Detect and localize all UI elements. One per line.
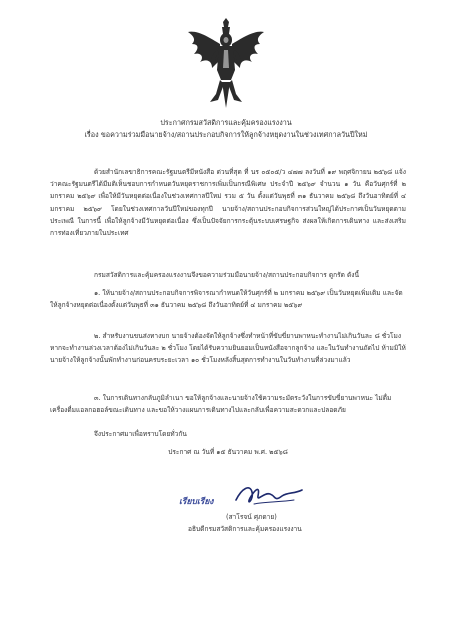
signatory-name: (สาโรจน์ ศุภดาย) <box>226 513 277 521</box>
closing-text: จึงประกาศมาเพื่อทราบโดยทั่วกัน <box>94 430 187 438</box>
announcement-date: ประกาศ ณ วันที่ ๑๕ ธันวาคม พ.ศ. ๒๕๖๘ <box>168 448 288 456</box>
list-item-2: ๒. สำหรับงานขนส่งทางบก นายจ้างต้องจัดให้ลูกจ้างซึ่งทำหน้าที่ขับขี่ยานพาหนะทำงานไม่เกินวันละ ๘ ชั่วโมง หากจะทำงานล่วงเวลาต้องไม่เกินวันละ ๒ ชั่วโมง โดยได้รับความยินยอมเป็นหนังสือจากลูกจ้าง และในวันทำงานถัดไป ห้ามมิให้นายจ้างให้ลูกจ้างนั้นพักทำงานก่อนครบระยะเวลา ๑๐ ชั่วโมงหลังสิ้นสุดการทำงานในวันทำงานที่ล่วงมาแล้ว <box>50 332 406 365</box>
signature-icon <box>230 478 310 512</box>
signatory-position: อธิบดีกรมสวัสดิการและคุ้มครองแรงงาน <box>188 525 302 533</box>
garuda-emblem-icon <box>186 18 266 110</box>
list-item-3: ๓. ในการเดินทางกลับภูมิลำเนา ขอให้ลูกจ้างและนายจ้างใช้ความระมัดระวังในการขับขี่ยานพาหนะ ไม่ดื่มเครื่องดื่มแอลกอฮอล์ขณะเดินทาง และขอให้วางแผนการเดินทางไปและกลับเพื่อความสะดวกและปลอดภัย <box>50 394 392 415</box>
certified-mark: เรียบเรียง <box>179 497 214 507</box>
announcement-subject: เรื่อง ขอความร่วมมือนายจ้าง/สถานประกอบกิจการให้ลูกจ้างหยุดงานในช่วงเทศกาลวันปีใหม่ <box>84 130 368 139</box>
paragraph-intro: ด้วยสำนักเลขาธิการคณะรัฐมนตรีมีหนังสือ ด่วนที่สุด ที่ นร ๐๕๐๕/ว ๔๗๗ ลงวันที่ ๑๙ พฤศจิกายน ๒๕๖๘ แจ้งว่าคณะรัฐมนตรีได้มีมติเห็นชอบการกำหนดวันหยุดราชการเพิ่มเป็นกรณีพิเศษ ประจำปี ๒๕๖๙ จำนวน ๑ วัน คือวันศุกร์ที่ ๒ มกราคม ๒๕๖๙ เพื่อให้มีวันหยุดต่อเนื่องในช่วงเทศกาลปีใหม่ รวม ๕ วัน ตั้งแต่วันพุธที่ ๓๑ ธันวาคม ๒๕๖๘ ถึงวันอาทิตย์ที่ ๔ มกราคม ๒๕๖๙ โดยในช่วงเทศกาลวันปีใหม่ของทุกปี นายจ้าง/สถานประกอบกิจการส่วนใหญ่ได้ประกาศเป็นวันหยุดตามประเพณี ในการนี้ เพื่อให้ลูกจ้างมีวันหยุดต่อเนื่อง ซึ่งเป็นปัจจัยการกระตุ้นระบบเศรษฐกิจ ส่งผลให้เกิดการเดินทาง และส่งเสริมการท่องเที่ยวภายในประเทศ <box>50 168 406 238</box>
list-item-1: ๑. ให้นายจ้าง/สถานประกอบกิจการพิจารณากำหนดให้วันศุกร์ที่ ๒ มกราคม ๒๕๖๙ เป็นวันหยุดเพิ่มเติม และจัดให้ลูกจ้างหยุดต่อเนื่องตั้งแต่วันพุธที่ ๓๑ ธันวาคม ๒๕๖๘ ถึงวันอาทิตย์ที่ ๔ มกราคม ๒๕๖๙ <box>50 289 403 310</box>
announcement-title: ประกาศกรมสวัสดิการและคุ้มครองแรงงาน <box>160 118 292 127</box>
paragraph-request: กรมสวัสดิการและคุ้มครองแรงงานจึงขอความร่วมมือนายจ้าง/สถานประกอบกิจการ ดูกรัด ดังนี้ <box>94 271 360 279</box>
